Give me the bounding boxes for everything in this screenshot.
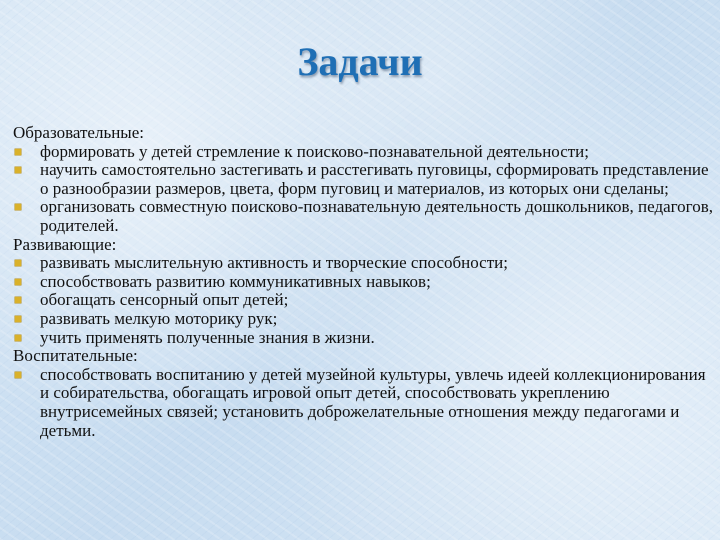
bullet-square-icon — [15, 279, 21, 285]
list-item — [13, 254, 713, 273]
list-item-text: способствовать воспитанию у детей музейной культуры, увлечь идеей коллекционирования и собирательства, обогащать игровой опыт детей, способствовать укреплению внутрисемейных связей; установить доброжелательные отношения между педагогами и детьми. — [40, 364, 706, 440]
list-item — [13, 310, 713, 329]
bullet-square-icon — [15, 335, 21, 341]
list-item-text: научить самостоятельно застегивать и расстегивать пуговицы, сформировать представление о разнообразии размеров, цвета, форм пуговиц и материалов, из которых они сделаны; — [40, 160, 709, 198]
bullet-square-icon — [15, 316, 21, 322]
list-item — [13, 366, 713, 440]
list-item-text: обогащать сенсорный опыт детей; — [40, 290, 289, 310]
list-item-text: развивать мелкую моторику рук; — [40, 308, 278, 328]
bullet-square-icon — [15, 297, 21, 303]
slide-title: Задачи — [297, 39, 423, 84]
upbringing-list — [13, 366, 713, 440]
section-label-upbringing: Воспитательные: — [13, 346, 138, 366]
list-item — [13, 198, 713, 235]
list-item-text: организовать совместную поисково-познавательную деятельность дошкольников, педагогов, родителей. — [40, 197, 714, 235]
section-label-developing: Развивающие: — [13, 234, 117, 254]
bullet-square-icon — [15, 204, 21, 210]
bullet-square-icon — [15, 149, 21, 155]
bullet-square-icon — [15, 167, 21, 173]
list-item-text: учить применять полученные знания в жизни. — [40, 327, 375, 347]
section-label-educational: Образовательные: — [13, 123, 144, 142]
list-item — [13, 143, 713, 162]
list-item — [13, 273, 713, 292]
list-item-text: развивать мыслительную активность и творческие способности; — [40, 253, 508, 273]
list-item — [13, 291, 713, 310]
developing-list — [13, 254, 713, 347]
list-item-text: формировать у детей стремление к поисково-познавательной деятельности; — [40, 141, 590, 161]
bullet-square-icon — [15, 372, 21, 378]
bullet-square-icon — [15, 260, 21, 266]
list-item — [13, 329, 713, 348]
educational-list — [13, 143, 713, 236]
tasks-content — [13, 124, 713, 440]
list-item — [13, 161, 713, 198]
list-item-text: способствовать развитию коммуникативных навыков; — [40, 271, 431, 291]
